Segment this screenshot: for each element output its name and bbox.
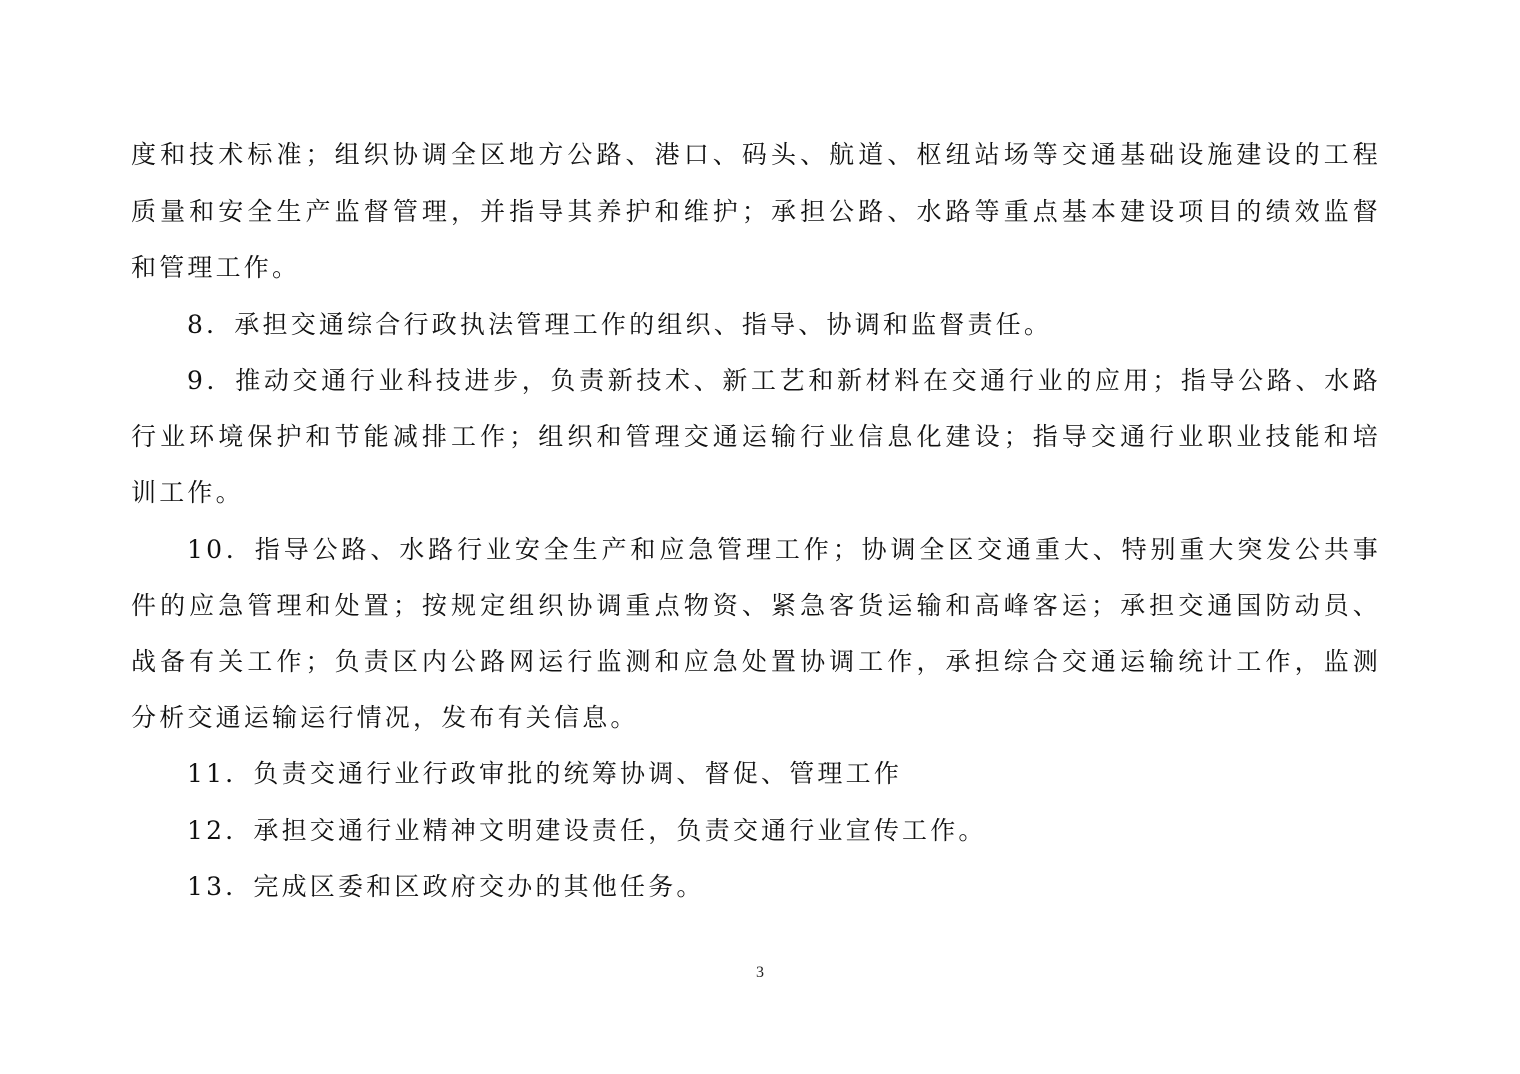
item-9-line-1: 9．推动交通行业科技进步，负责新技术、新工艺和新材料在交通行业的应用；指导公路、水路 xyxy=(187,366,1381,395)
text-line-2: 质量和安全生产监督管理，并指导其养护和维护；承担公路、水路等重点基本建设项目的绩效监督 xyxy=(131,197,1381,226)
item-9-line-3: 训工作。 xyxy=(131,478,244,507)
item-10-line-1: 10．指导公路、水路行业安全生产和应急管理工作；协调全区交通重大、特别重大突发公共事 xyxy=(187,535,1381,564)
item-10-line-3: 战备有关工作；负责区内公路网运行监测和应急处置协调工作，承担综合交通运输统计工作，监测 xyxy=(131,647,1381,676)
item-8-line-1: 8．承担交通综合行政执法管理工作的组织、指导、协调和监督责任。 xyxy=(187,310,1053,339)
item-9-line-2: 行业环境保护和节能减排工作；组织和管理交通运输行业信息化建设；指导交通行业职业技能和培 xyxy=(131,422,1381,451)
item-13-line-1: 13．完成区委和区政府交办的其他任务。 xyxy=(187,872,705,901)
item-11-line-1: 11．负责交通行业行政审批的统筹协调、督促、管理工作 xyxy=(187,759,903,788)
text-line-3: 和管理工作。 xyxy=(131,253,301,282)
page-number: 3 xyxy=(756,964,764,981)
text-line-1: 度和技术标准；组织协调全区地方公路、港口、码头、航道、枢纽站场等交通基础设施建设的工程 xyxy=(131,140,1381,169)
item-12-line-1: 12．承担交通行业精神文明建设责任，负责交通行业宣传工作。 xyxy=(187,816,987,845)
item-10-line-4: 分析交通运输运行情况，发布有关信息。 xyxy=(131,703,639,732)
item-10-line-2: 件的应急管理和处置；按规定组织协调重点物资、紧急客货运输和高峰客运；承担交通国防动员、 xyxy=(131,591,1381,620)
